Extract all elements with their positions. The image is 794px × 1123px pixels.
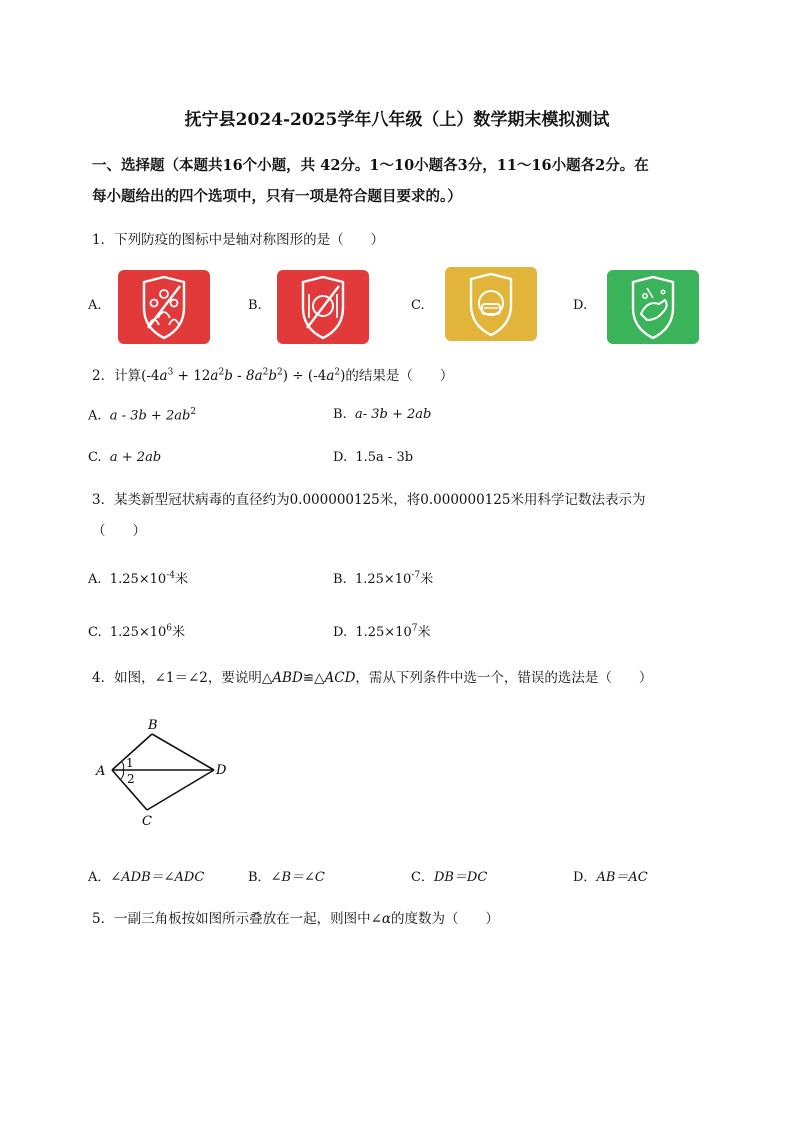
question-2-stem: 2．计算$(-4a^3 + 12a^2b - 8a^2b^2) \div (-4a^2)$的结果是（ ） (92, 367, 454, 384)
question-1-stem: 1．下列防疫的图标中是轴对称图形的是（ ） (92, 232, 385, 248)
vertex-c-label: C (142, 814, 152, 829)
question-5-stem: 5．一副三角板按如图所示叠放在一起，则图中∠α的度数为（ ） (92, 911, 500, 927)
q1-option-a-label: A. (88, 298, 102, 313)
q3-option-c: C. $1.25\times 10^6$米 (88, 623, 186, 640)
q4-option-d: D．AB＝AC (573, 870, 648, 885)
page-title: 抚宁县2024-2025学年八年级（上）数学期末模拟测试 (184, 110, 610, 130)
q4-option-a: A．∠ADB＝∠ADC (88, 870, 205, 885)
vertex-a-label: A (96, 764, 106, 779)
q2-option-b: B. a- 3b + 2ab (333, 407, 432, 422)
no-gathering-icon (118, 270, 210, 344)
q4-option-b: B．∠B＝∠C (248, 870, 325, 885)
kite-figure (92, 712, 242, 832)
section-heading-line1: 一、选择题（本题共16个小题，共 42分。1～10小题各3分，11～16小题各2分。在 (92, 157, 649, 174)
question-3-stem: 3．某类新型冠状病毒的直径约为0.000000125米，将0.000000125米用科学记数法表示为 (92, 492, 646, 508)
q3-option-d: D. $1.25\times 10^7$米 (333, 623, 431, 640)
section-heading-line2: 每小题给出的四个选项中，只有一项是符合题目要求的。） (92, 188, 462, 205)
no-dining-icon (277, 270, 369, 344)
q2-option-d: D. 1.5a - 3b (333, 450, 414, 465)
angle-1-label: 1 (126, 756, 134, 770)
q3-option-a: A. $1.25\times 10^{-4}$米 (88, 570, 188, 587)
hand-wash-icon (607, 270, 699, 344)
q3-option-b: B. $1.25\times 10^{-7}$米 (333, 570, 434, 587)
question-4-stem: 4．如图，∠1＝∠2，要说明△ABD≌△ACD，需从下列条件中选一个，错误的选法是（ ） (92, 670, 653, 686)
question-3-stem-cont: （ ） (92, 523, 146, 539)
q2-option-c: C. a + 2ab (88, 450, 162, 465)
vertex-b-label: B (148, 718, 158, 733)
angle-2-label: 2 (127, 772, 135, 786)
mask-icon (445, 267, 537, 341)
vertex-d-label: D (216, 763, 227, 778)
q1-option-b-label: B. (248, 298, 262, 313)
q1-option-c-label: C. (411, 298, 425, 313)
q1-option-d-label: D. (573, 298, 588, 313)
q4-option-c: C．DB＝DC (411, 870, 488, 885)
q2-option-a: A. $a - 3b + 2ab^2$ (88, 407, 197, 424)
